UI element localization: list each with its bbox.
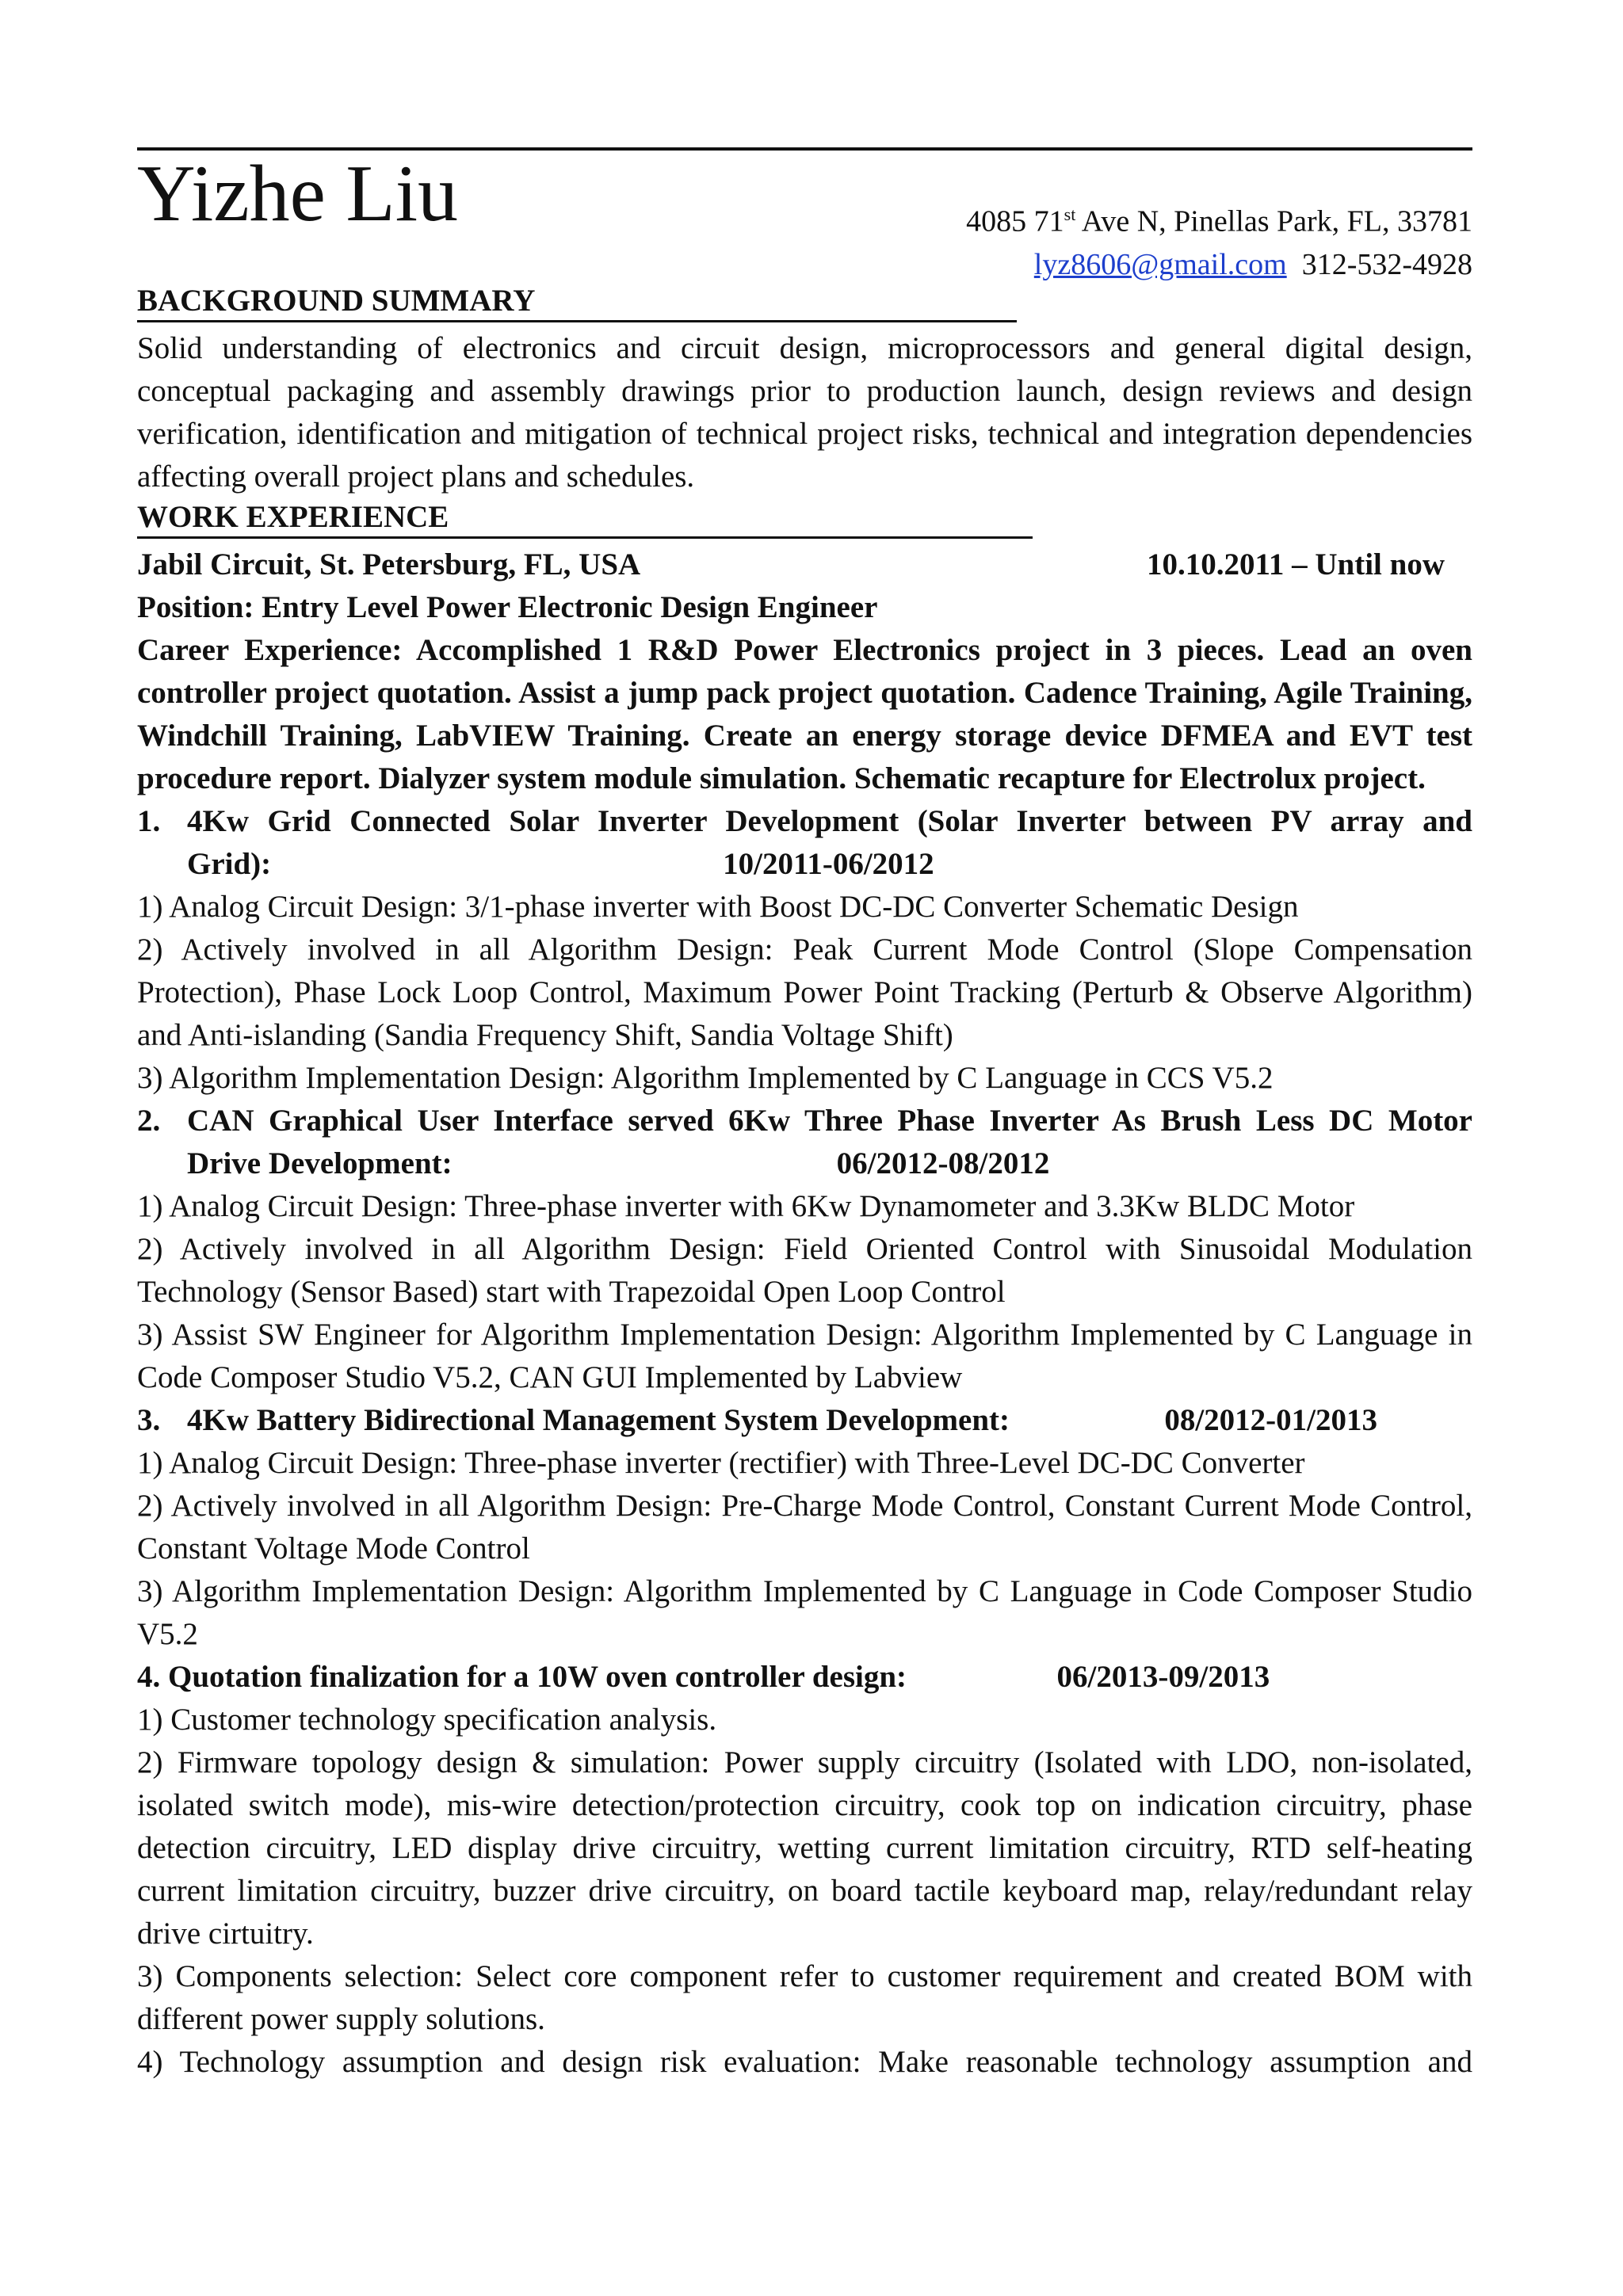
email-link[interactable]: lyz8606@gmail.com — [1033, 247, 1287, 281]
list-item: 1) Customer technology specification analysis. — [137, 1703, 717, 1737]
project-title: 4. Quotation finalization for a 10W oven controller design: 06/2013-09/2013 — [137, 1660, 1270, 1694]
project-title: 1. 4Kw Grid Connected Solar Inverter Development (Solar Inverter between PV array and Grid): 10/2011-06/2012 — [137, 804, 1472, 881]
career-experience: Career Experience: Accomplished 1 R&D Power Electronics project in 3 pieces. Lead an oven controller project quotation. Assist a jump pack project quotation. Cadence Training, Agile Training, Windchill Training, LabVIEW Training. Create an energy storage device DFMEA and EVT test procedure report. Dialyzer system module simulation. Schematic recapture for Electrolux project. — [137, 633, 1472, 795]
resume-header — [137, 149, 1472, 282]
resume-page — [137, 147, 1472, 2084]
list-item: 2) Actively involved in all Algorithm Design: Pre-Charge Mode Control, Constant Current Mode Control, Constant Voltage Mode Control — [137, 1489, 1472, 1566]
background-text: Solid understanding of electronics and circuit design, microprocessors and general digital design, conceptual packaging and assembly drawings prior to production launch, design reviews and design verification, identification and mitigation of technical project risks, technical and integration dependencies affecting overall project plans and schedules. — [137, 331, 1472, 494]
list-item: 3) Components selection: Select core component refer to customer requirement and created BOM with different power supply solutions. — [137, 1959, 1472, 2036]
email-phone-line — [966, 243, 1472, 286]
project-title: 2. CAN Graphical User Interface served 6Kw Three Phase Inverter As Brush Less DC Motor Drive Development: 06/2012-08/2012 — [137, 1104, 1472, 1180]
contact-block — [966, 193, 1472, 286]
list-item: 3) Algorithm Implementation Design: Algorithm Implemented by C Language in CCS V5.2 — [137, 1061, 1274, 1095]
company-name: Jabil Circuit, St. Petersburg, FL, USA — [137, 547, 641, 582]
project-title: 3. 4Kw Battery Bidirectional Management System Development: 08/2012-01/2013 — [137, 1399, 1472, 1442]
list-item: 4) Technology assumption and design risk evaluation: Make reasonable technology assumption and — [137, 2045, 1472, 2079]
phone: 312-532-4928 — [1301, 247, 1472, 281]
list-item: 1) Analog Circuit Design: Three-phase inverter (rectifier) with Three-Level DC-DC Converter — [137, 1446, 1305, 1480]
work-heading: WORK EXPERIENCE — [137, 498, 1033, 539]
address: 4085 71st Ave N, Pinellas Park, FL, 33781 — [966, 204, 1472, 238]
company-dates: 10.10.2011 – Until now — [1147, 547, 1445, 582]
project-dates: 06/2013-09/2013 — [1056, 1660, 1270, 1694]
company-line — [137, 543, 1472, 586]
project-dates: 10/2011-06/2012 — [723, 847, 934, 881]
project-dates: 08/2012-01/2013 — [1164, 1403, 1377, 1437]
list-item: 2) Actively involved in all Algorithm Design: Peak Current Mode Control (Slope Compensation Protection), Phase Lock Loop Control, Maximum Power Point Tracking (Perturb & Observe Algorithm) and Anti-islanding (Sandia Frequency Shift, Sandia Voltage Shift) — [137, 933, 1472, 1052]
project-dates: 06/2012-08/2012 — [836, 1146, 1050, 1180]
list-item: 1) Analog Circuit Design: Three-phase inverter with 6Kw Dynamometer and 3.3Kw BLDC Motor — [137, 1189, 1355, 1223]
candidate-name: Yizhe Liu — [137, 149, 459, 238]
background-heading: BACKGROUND SUMMARY — [137, 282, 1017, 322]
position-line: Position: Entry Level Power Electronic Design Engineer — [137, 590, 878, 624]
list-item: 3) Assist SW Engineer for Algorithm Implementation Design: Algorithm Implemented by C Language in Code Composer Studio V5.2, CAN GUI Implemented by Labview — [137, 1318, 1472, 1394]
list-item: 2) Actively involved in all Algorithm Design: Field Oriented Control with Sinusoidal Modulation Technology (Sensor Based) start with Trapezoidal Open Loop Control — [137, 1232, 1472, 1309]
list-item: 1) Analog Circuit Design: 3/1-phase inverter with Boost DC-DC Converter Schematic Design — [137, 890, 1299, 924]
list-item: 3) Algorithm Implementation Design: Algorithm Implemented by C Language in Code Composer Studio V5.2 — [137, 1574, 1472, 1651]
list-item: 2) Firmware topology design & simulation: Power supply circuitry (Isolated with LDO, non-isolated, isolated switch mode), mis-wire detection/protection circuitry, cook top on indication circuitry, phase detection circuitry, LED display drive circuitry, wetting current limitation circuitry, RTD self-heating current limitation circuitry, buzzer drive circuitry, on board tactile keyboard map, relay/redundant relay drive cirtuitry. — [137, 1745, 1472, 1951]
